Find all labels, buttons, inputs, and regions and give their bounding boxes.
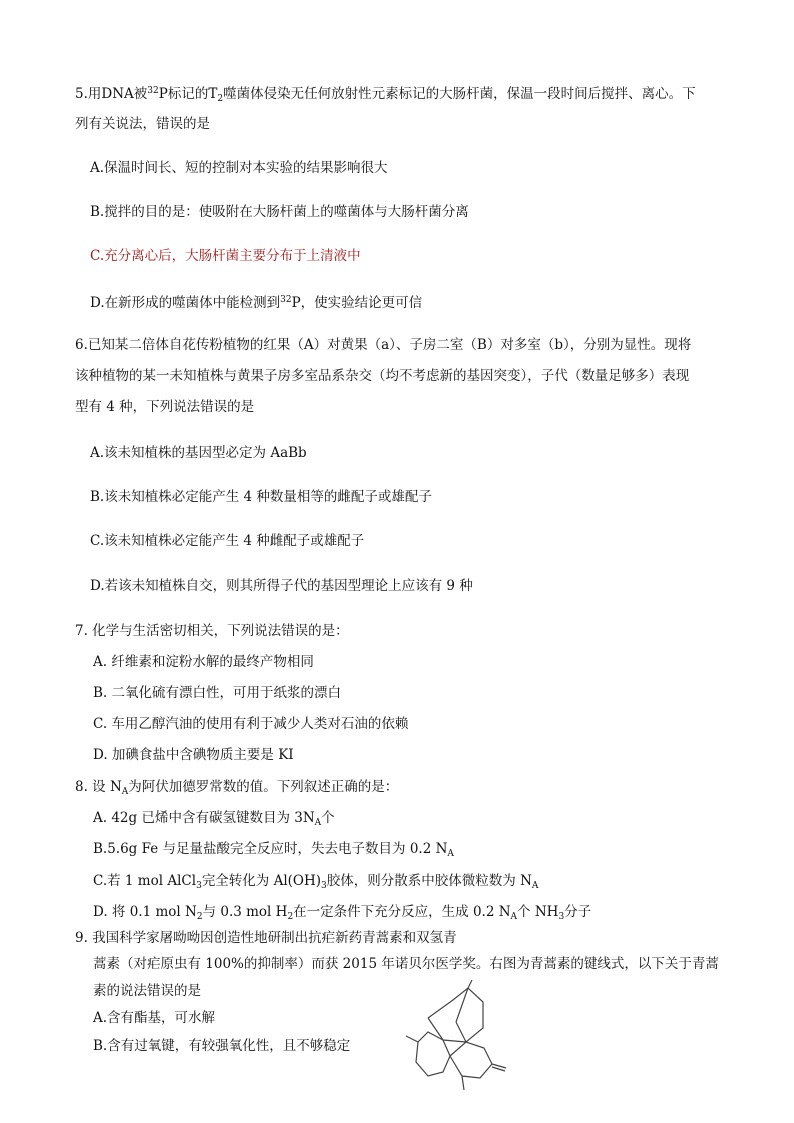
q5-option-a: A.保温时间长、短的控制对本实验的结果影响很大 <box>90 160 388 176</box>
molecule-peroxide <box>456 1022 466 1042</box>
q6-option-c: C.该未知植株必定能产生 4 种雌配子或雄配子 <box>90 533 365 549</box>
q9-stem-line1: 9. 我国科学家屠呦呦因创造性地研制出抗疟新药青蒿素和双氢青 <box>75 930 457 946</box>
q7-option-b: B. 二氧化硫有漂白性，可用于纸浆的漂白 <box>93 685 342 701</box>
q9-option-b: B.含有过氧键，有较强氧化性，且不够稳定 <box>93 1038 351 1054</box>
q5-option-c: C.充分离心后，大肠杆菌主要分布于上清液中 <box>90 248 361 264</box>
q9-option-a: A.含有酯基，可水解 <box>93 1010 216 1026</box>
molecule-top-ring <box>428 988 483 1042</box>
q7-option-a: A. 纤维素和淀粉水解的最终产物相同 <box>93 654 314 670</box>
q5-stem-line1: 5.用DNA被$^{32}$P标记的$T_2$噬菌体侵染无任何放射性元素标记的大肠杆菌，保温一段时间后搅拌、离心。下 <box>75 86 696 104</box>
q5-option-b: B.搅拌的目的是：使吸附在大肠杆菌上的噬菌体与大肠杆菌分离 <box>90 204 469 220</box>
q5-stem-line2: 列有关说法，错误的是 <box>75 116 210 132</box>
q9-stem-line3: 素的说法错误的是 <box>93 983 201 999</box>
molecule-right-ring <box>450 1042 492 1078</box>
molecule-methyl-bottom <box>462 1076 464 1090</box>
q6-stem-line1: 6.已知某二倍体自花传粉植物的红果（A）对黄果（a）、子房二室（B）对多室（b），分别为显性。现将 <box>75 337 692 353</box>
q8-stem: 8. 设 $N_A$为阿伏加德罗常数的值。下列叙述正确的是： <box>75 779 399 797</box>
q6-option-a: A.该未知植株的基因型必定为 AaBb <box>90 445 307 461</box>
q9-stem-line2: 蒿素（对疟原虫有 100%的抑制率）而获 2015 年诺贝尔医学奖。右图为青蒿素的键线式，以下关于青蒿 <box>93 956 719 972</box>
q7-option-d: D. 加碘食盐中含碘物质主要是 KI <box>93 747 294 763</box>
molecule-methyl-left <box>406 1036 418 1042</box>
q8-option-c: C.若 1 mol AlCl$_3$完全转化为 $Al(OH)_3$胶体，则分散系中胶体微粒数为 $N_A$ <box>93 873 539 891</box>
q6-option-d: D.若该未知植株自交，则其所得子代的基因型理论上应该有 9 种 <box>90 578 473 594</box>
q8-option-a: A. 42g 已烯中含有碳氢键数目为 $3N_A$个 <box>93 810 335 828</box>
q6-stem-line3: 型有 4 种，下列说法错误的是 <box>75 399 255 415</box>
q8-option-b: B.5.6g Fe 与足量盐酸完全反应时，失去电子数目为 0.2 $N_A$ <box>93 841 454 859</box>
q5-option-d: D.在新形成的噬菌体中能检测到$^{32}$P，使实验结论更可信 <box>90 295 423 311</box>
q6-option-b: B.该未知植株必定能产生 4 种数量相等的雌配子或雄配子 <box>90 489 432 505</box>
artemisinin-structure-figure <box>398 980 528 1100</box>
q8-option-d: D. 将 0.1 mol $N_2$与 0.3 mol $H_2$在一定条件下充分反应，生成 0.2 $N_A$个 $NH_3$分子 <box>93 904 592 922</box>
q6-stem-line2: 该种植物的某一未知植株与黄果子房多室品系杂交（均不考虑新的基因突变），子代（数量足够多）表现 <box>75 368 690 384</box>
molecule-methyl-top <box>468 980 472 988</box>
q7-stem: 7. 化学与生活密切相关，下列说法错误的是： <box>75 623 349 639</box>
q7-option-c: C. 车用乙醇汽油的使用有利于减少人类对石油的依赖 <box>93 716 409 732</box>
molecule-left-ring <box>416 1032 450 1076</box>
